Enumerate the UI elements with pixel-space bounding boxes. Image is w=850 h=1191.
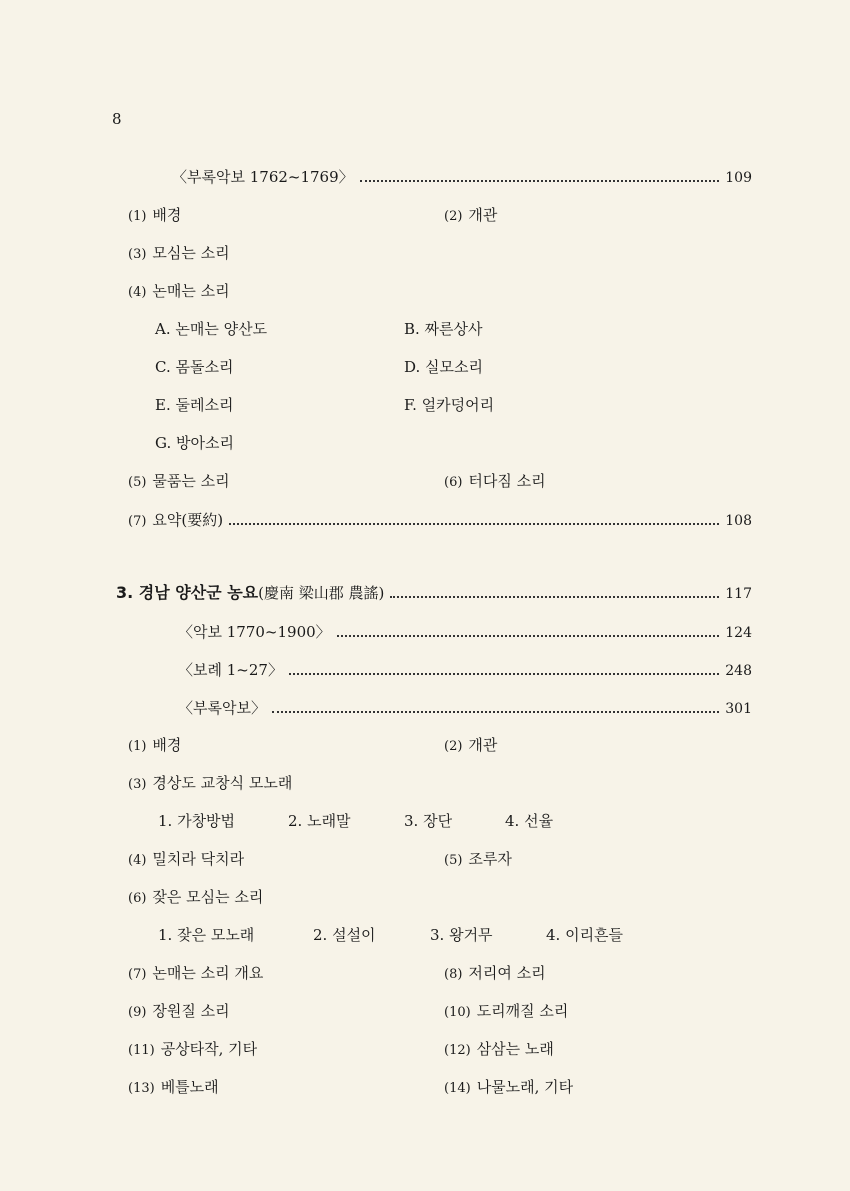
item-6: (6) 터다짐 소리: [444, 472, 546, 490]
toc-page: 117: [725, 586, 752, 602]
toc-page: 108: [725, 513, 752, 529]
item-4: (4) 논매는 소리: [128, 282, 230, 300]
page-number: 8: [112, 110, 122, 128]
s3-sub-3: 3. 장단: [404, 812, 453, 830]
s3-item-14: (14) 나물노래, 기타: [444, 1078, 574, 1096]
toc-summary[interactable]: [128, 509, 752, 533]
s3-sub-1: 1. 가창방법: [158, 812, 236, 830]
dot-leader: [229, 523, 719, 525]
dot-leader: [337, 635, 720, 637]
toc-label: (7) 요약(要約): [128, 511, 224, 529]
s3-item-11: (11) 공상타작, 기타: [128, 1040, 258, 1058]
dot-leader: [289, 673, 719, 675]
s3-item-2: (2) 개관: [444, 736, 498, 754]
s3-item-3: (3) 경상도 교창식 모노래: [128, 774, 293, 792]
sub-c: C. 몸돌소리: [155, 358, 234, 376]
sub-e: E. 둘레소리: [155, 396, 234, 414]
toc-appendix-score-1762[interactable]: [172, 166, 752, 189]
item-5: (5) 물품는 소리: [128, 472, 230, 490]
item-2: (2) 개관: [444, 206, 498, 224]
s3-item-7: (7) 논매는 소리 개요: [128, 964, 264, 982]
toc-section-3[interactable]: [116, 582, 752, 605]
s3-item-10: (10) 도리깨질 소리: [444, 1002, 569, 1020]
toc-label: 〈부록악보 1762~1769〉: [172, 168, 354, 186]
toc-label: 〈보례 1~27〉: [178, 661, 283, 679]
toc-page: 301: [725, 701, 752, 717]
sub-g: G. 방아소리: [155, 434, 234, 452]
sub-d: D. 실모소리: [404, 358, 483, 376]
s3-sub6-1: 1. 잦은 모노래: [158, 926, 255, 944]
toc-page: 124: [725, 625, 752, 641]
toc-score-1770[interactable]: [178, 621, 752, 644]
toc-label: 〈악보 1770~1900〉: [178, 623, 331, 641]
s3-item-8: (8) 저리여 소리: [444, 964, 546, 982]
s3-item-5: (5) 조루자: [444, 850, 512, 868]
section-title: 3. 경남 양산군 농요(慶南 梁山郡 農謠): [116, 583, 385, 602]
s3-sub6-4: 4. 이리흔들: [546, 926, 624, 944]
dot-leader: [360, 180, 720, 182]
s3-item-9: (9) 장원질 소리: [128, 1002, 230, 1020]
s3-sub-4: 4. 선율: [505, 812, 554, 830]
toc-page: 109: [725, 170, 752, 186]
s3-item-12: (12) 삼삼는 노래: [444, 1040, 554, 1058]
sub-f: F. 얼카덩어리: [404, 396, 495, 414]
s3-sub-2: 2. 노래말: [288, 812, 351, 830]
toc-label: 〈부록악보〉: [178, 699, 266, 717]
toc-appendix-score[interactable]: [178, 697, 752, 720]
item-1: (1) 배경: [128, 206, 182, 224]
sub-a: A. 논매는 양산도: [155, 320, 268, 338]
dot-leader: [272, 711, 719, 713]
s3-sub6-2: 2. 설설이: [313, 926, 376, 944]
toc-page: 248: [725, 663, 752, 679]
s3-item-1: (1) 배경: [128, 736, 182, 754]
sub-b: B. 짜른상사: [404, 320, 483, 338]
dot-leader: [390, 596, 719, 598]
s3-item-13: (13) 베틀노래: [128, 1078, 219, 1096]
item-3: (3) 모심는 소리: [128, 244, 230, 262]
s3-item-4: (4) 밀치라 닥치라: [128, 850, 245, 868]
s3-item-6: (6) 잦은 모심는 소리: [128, 888, 264, 906]
toc-examples[interactable]: [178, 659, 752, 682]
s3-sub6-3: 3. 왕거무: [430, 926, 493, 944]
